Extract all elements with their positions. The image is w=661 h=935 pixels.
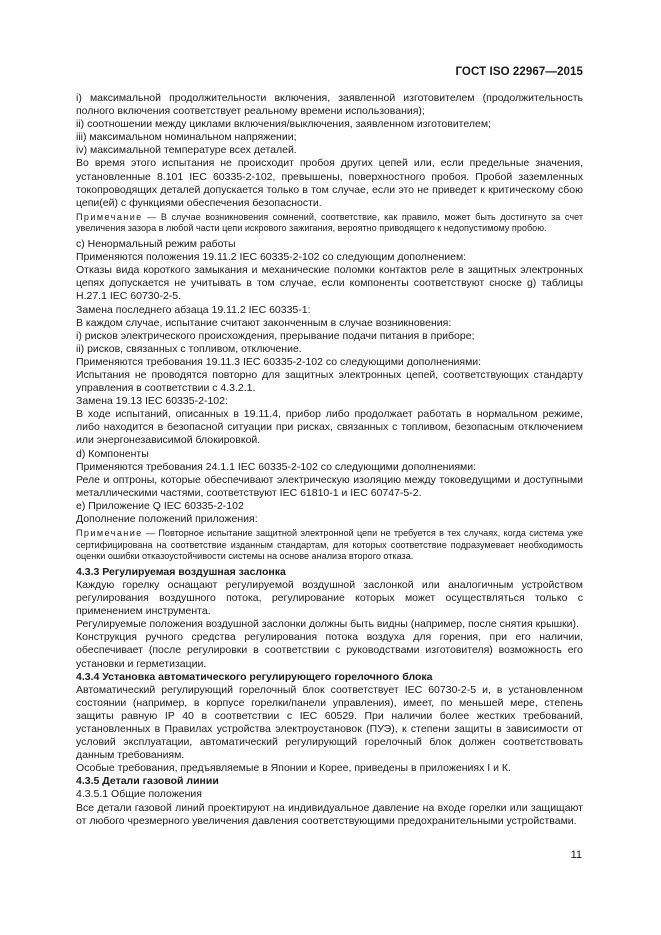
paragraph: d) Компоненты <box>76 447 149 460</box>
section-heading: 4.3.5 Детали газовой линии <box>76 775 219 788</box>
note-label: Примечание <box>76 528 143 539</box>
paragraph: ii) соотношении между циклами включения/выключения, заявленном изготовителем; <box>76 118 491 131</box>
page-number: 11 <box>570 849 582 861</box>
paragraph: ii) рисков, связанных с топливом, отключение. <box>76 342 302 355</box>
document-header: ГОСТ ISO 22967—2015 <box>455 66 583 78</box>
paragraph: i) максимальной продолжительности включения, заявленной изготовителем (продолжительность полного включения соответствует реальному времени использования); <box>76 92 583 118</box>
document-body <box>76 92 583 828</box>
paragraph: Во время этого испытания не происходит пробоя других цепей или, если предельные значения, установленные 8.101 IEC 60335-2-102, превышены, поверхностного пробоя. Пробой заземленных токопроводящих деталей допускается только в том случае, если это не приведет к критическому сбою цепи(ей) с функциями обеспечения безопасности. <box>76 157 583 209</box>
paragraph: Автоматический регулирующий горелочный блок соответствует IEC 60730-2-5 и, в установленном состоянии (например, в корпусе горелки/панели управления), имеет, по меньшей мере, степень защиты равную IP 40 в соответствии с IEC 60529. При наличии более жестких требований, установленных в Правилах устройства электроустановок (ПУЭ), к степени защиты в зависимости от условий эксплуатации, автоматический регулирующий горелочный блок должен соответствовать данным требованиям. <box>76 683 583 762</box>
note-text: — В случае возникновения сомнений, соответствие, как правило, может быть достигнуто за счет увеличения зазора в любой части цепи искрового зажигания, вероятно приводящего к недопустимому пробою. <box>76 211 583 234</box>
paragraph: Дополнение положений приложения: <box>76 513 258 525</box>
paragraph: Применяются требования 19.11.3 IEC 60335-2-102 со следующими дополнениями: <box>76 355 482 368</box>
note-label: Примечание <box>76 211 143 222</box>
paragraph: е) Приложение Q IEC 60335-2-102 <box>76 499 244 512</box>
paragraph: Каждую горелку оснащают регулируемой воздушной заслонкой или аналогичным устройством регулирования воздушного потока, регулирование которых может осуществляться только с применением инструмента. <box>76 578 583 618</box>
paragraph: Замена 19.13 IEC 60335-2-102: <box>76 395 228 408</box>
paragraph: Испытания не проводятся повторно для защитных электронных цепей, соответствующих стандарту управления в соответствии с 4.3.2.1. <box>76 368 583 395</box>
paragraph: Регулируемые положения воздушной заслонки должны быть видны (например, после снятия крышки). <box>76 618 579 631</box>
paragraph: В каждом случае, испытание считают законченным в случае возникновения: <box>76 316 452 329</box>
section-heading: 4.3.3 Регулируемая воздушная заслонка <box>76 565 286 578</box>
paragraph: Особые требования, предъявляемые в Японии и Корее, приведены в приложениях I и К. <box>76 762 511 775</box>
paragraph: i) рисков электрического происхождения, прерывание подачи питания в приборе; <box>76 329 475 342</box>
paragraph: Реле и оптроны, которые обеспечивают электрическую изоляцию между токоведущими и доступными металлическими частями, соответствуют IEC 61810-1 и IEC 60747-5-2. <box>76 473 583 499</box>
note-text: — Повторное испытание защитной электронной цепи не требуется в тех случаях, когда система уже сертифицирована на соответствие изданным стандартам, для которых соответствие подразумевает необходимость оценки ошибки отказоустойчивости системы на основе анализа второго отказа. <box>76 528 583 562</box>
paragraph: В ходе испытаний, описанных в 19.11.4, прибор либо продолжает работать в нормальном режиме, либо находится в безопасной ситуации при рисках, связанных с топливом, безопасным отключением или энергонезависимой блокировкой. <box>76 408 583 447</box>
paragraph: iv) максимальной температуре всех деталей. <box>76 144 297 157</box>
paragraph: Конструкция ручного средства регулирования потока воздуха для горения, при его наличии, обеспечивает (после регулировки в соответствии с руководствами изготовителя) возможность его установки и герметизации. <box>76 631 583 670</box>
paragraph: 4.3.5.1 Общие положения <box>76 788 202 801</box>
paragraph: Применяются требования 24.1.1 IEC 60335-2-102 со следующими дополнениями: <box>76 460 477 473</box>
section-heading: 4.3.4 Установка автоматического регулирующего горелочного блока <box>76 670 433 683</box>
note <box>76 212 583 235</box>
paragraph: с) Ненормальный режим работы <box>76 238 236 251</box>
paragraph: Применяются положения 19.11.2 IEC 60335-2-102 со следующим дополнением: <box>76 251 467 264</box>
paragraph: Отказы вида короткого замыкания и механические поломки контактов реле в защитных электронных цепях допускается не учитывать в том случае, если компоненты соответствуют сноске g) таблицы Н.27.1 IEC 60730-2-5. <box>76 264 583 303</box>
paragraph: Все детали газовой линий проектируют на индивидуальное давление на входе горелки или защищают от любого чрезмерного увеличения давления соответствующими предохранительными устройствами. <box>76 801 583 827</box>
paragraph: Замена последнего абзаца 19.11.2 IEC 60335-1: <box>76 303 311 316</box>
note <box>76 528 583 563</box>
paragraph: iii) максимальном номинальном напряжении; <box>76 131 297 144</box>
